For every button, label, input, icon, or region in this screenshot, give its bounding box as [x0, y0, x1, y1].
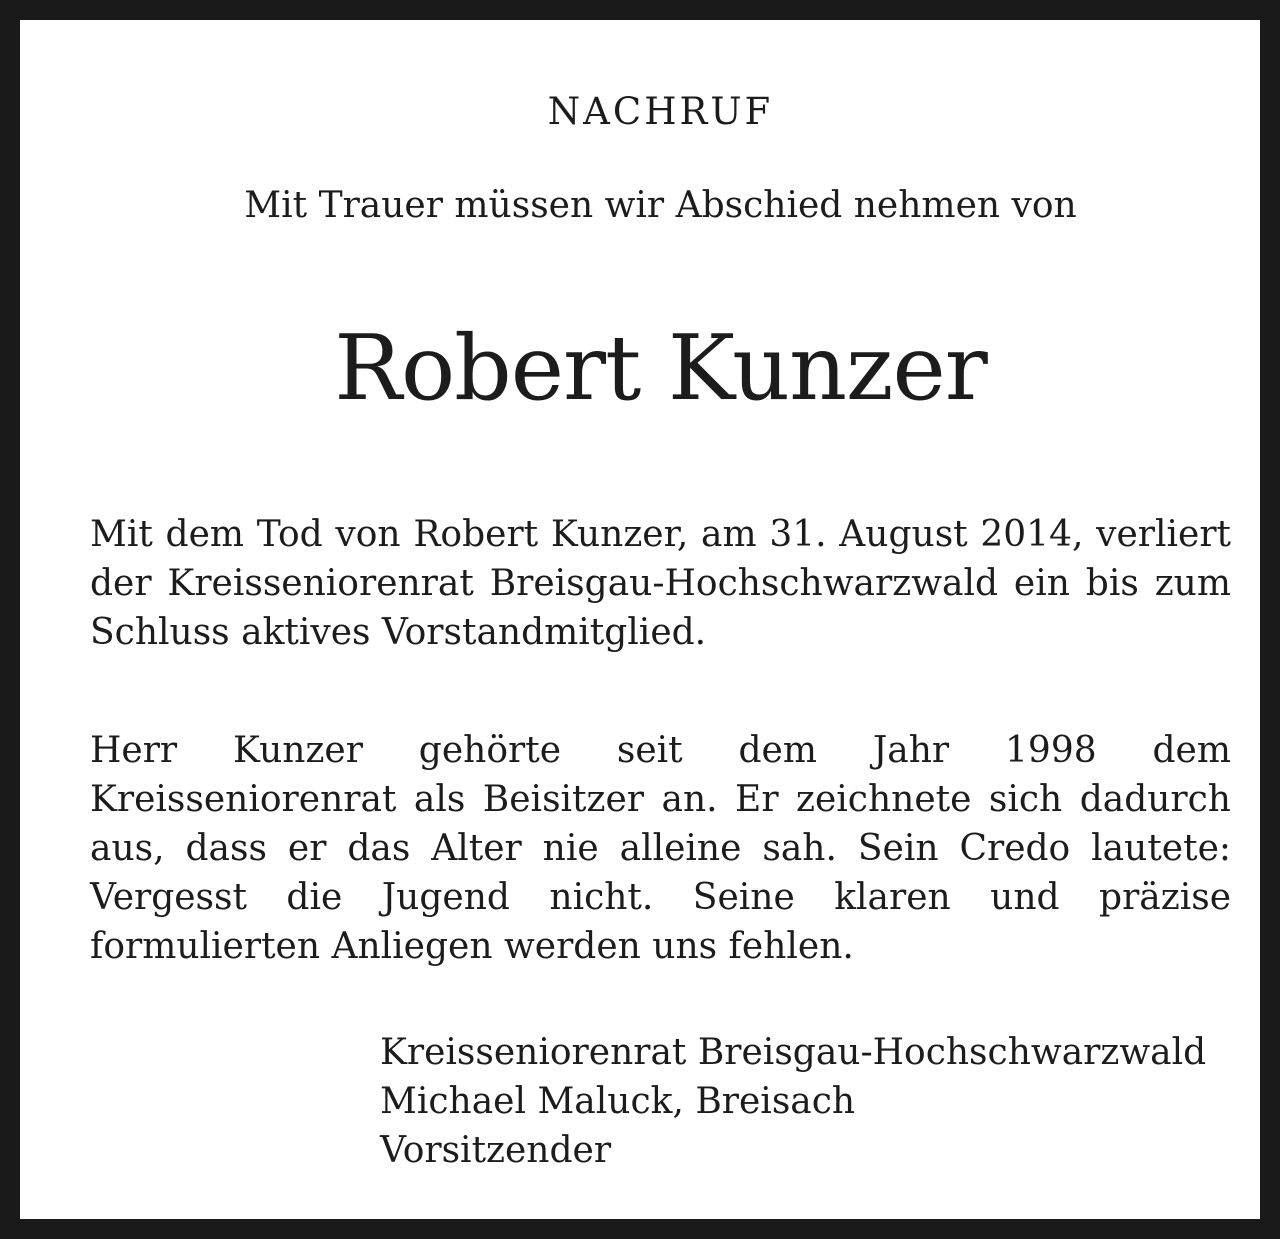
signature-role: Vorsitzender	[380, 1130, 612, 1171]
paragraph-death-announcement: Mit dem Tod von Robert Kunzer, am 31. August 2014, verliert der Kreisseniorenrat Breisgau-Hochschwarzwald ein bis zum Schluss aktives Vorstandmitglied.	[90, 514, 1231, 653]
signature-person: Michael Maluck, Breisach	[380, 1081, 856, 1122]
signature-organization: Kreisseniorenrat Breisgau-Hochschwarzwald	[380, 1032, 1207, 1073]
signature-block	[380, 1028, 1231, 1175]
obituary-heading: NACHRUF	[547, 90, 774, 133]
intro-line: Mit Trauer müssen wir Abschied nehmen von	[244, 185, 1077, 226]
deceased-name: Robert Kunzer	[334, 316, 987, 421]
paragraph-tribute: Herr Kunzer gehörte seit dem Jahr 1998 dem Kreisseniorenrat als Beisitzer an. Er zeichnete sich dadurch aus, dass er das Alter nie alleine sah. Sein Credo lautete: Vergesst die Jugend nicht. Seine klaren und präzise formulierten Anliegen werden uns fehlen.	[90, 730, 1231, 967]
